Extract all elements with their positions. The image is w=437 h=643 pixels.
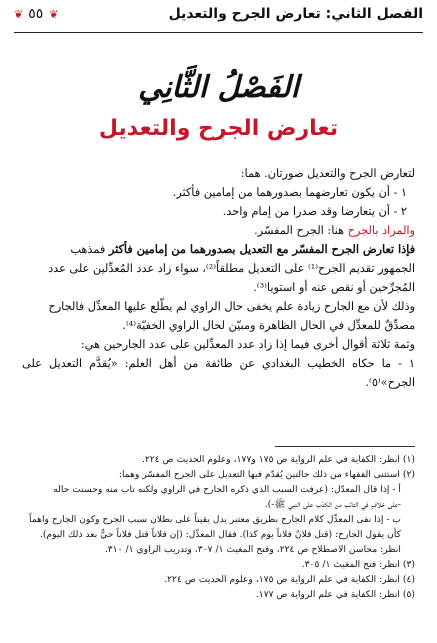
highlight-term: والمراد بالجرح xyxy=(347,224,415,237)
paragraph: الجمهور تقديم الجرح⁽¹⁾ على التعديل مطلقاً⁽²⁾، سواء زاد عدد المُعدِّلين على عدد xyxy=(48,262,415,275)
footnote-line: انظر: محاسن الاصطلاح ص ٢٢٤، وفتح المغيث ١/ ٣٠٧، وتدريب الراوي ١/ ٣١٠. xyxy=(104,544,401,555)
running-header xyxy=(14,6,423,26)
paragraph-text: فمذهب xyxy=(70,243,109,256)
chapter-label-text: الفَصْلُ الثَّانِي xyxy=(138,70,299,105)
paragraph: مصدِّقٌ للمعدِّل في الحال الظاهرة ومبيّن لحال الراوي الخفيّة⁽⁴⁾. xyxy=(122,319,415,332)
bold-text: فإذا تعارض الجرح المفسّر مع التعديل بصدورهما من إمامين فأكثر xyxy=(108,242,415,256)
footnote-line: كأن يقول الجارح: (قتل فلانٌ فلاناً يوم كذا). فقال المعدِّل: (إن فلاناً قتل فلاناً حيٌّ بعد ذلك اليوم). xyxy=(39,529,401,540)
running-chapter-title: الفصل الثاني: تعارض الجرح والتعديل xyxy=(168,6,423,22)
list-item: ٢ - أن يتعارضا وقد صدرا من إمام واحد. xyxy=(222,205,407,218)
ornament-icon: ❦ xyxy=(14,7,23,21)
paragraph: وذلك لأن مع الجارح زيادة علم يخفى حال الراوي لم يطّلع عليها المعدِّل فالجارح xyxy=(48,300,415,313)
footnote-line: أ - إذا قال المعدّل: (عرفت السبب الذي ذكره الجارح في الراوي ولكنه تاب منه وحسنت حاله xyxy=(53,484,401,495)
paragraph: المُجرِّحين أو نقص عنه أو استويا⁽³⁾. xyxy=(253,281,415,294)
footnote: (٣) انظر: فتح المغيث ١/ ٣٠٥. xyxy=(301,559,415,570)
section-title: تعارض الجرح والتعديل xyxy=(98,116,339,141)
paragraph-text: هنا: الجرح المفسّر. xyxy=(254,224,348,237)
page-number-box xyxy=(14,6,57,22)
footnote-line: -على خلافٍ في التائب من الكذب على النبي ﷺ-). xyxy=(264,499,401,510)
footnote-line: ب - إذا نفى المعدِّل كلام الجارح بطريق معتبر يدل يقيناً على بطلان سبب الجرح وكون الجارح واهماً xyxy=(29,514,401,525)
footnote: (١) انظر: الكفاية في علم الرواية ص ١٧٥ و١٧٧، وعلوم الحديث ص ٢٢٤. xyxy=(142,454,415,465)
page-number: ٥٥ xyxy=(28,6,44,22)
body-text xyxy=(22,164,415,392)
list-item: ١ - ما حكاه الخطيب البغدادي عن طائفة من أهل العلم: «يُقدَّم التعديل على الجرح»⁽٥⁾. xyxy=(22,357,415,389)
chapter-label xyxy=(0,70,437,105)
paragraph xyxy=(22,221,415,240)
list-item: ١ - أن يكون تعارضهما بصدورهما من إمامين فأكثر. xyxy=(172,186,407,199)
ornament-icon: ❦ xyxy=(49,7,58,21)
footnote: (٢) استثنى الفقهاء من ذلك حالتين يُقدّم فيها التعديل على الجرح المفسّر وهما: xyxy=(118,469,415,480)
paragraph: وثمة ثلاثة أقوال أخرى فيما إذا زاد عدد المعدِّلين على عدد الجارحين هي: xyxy=(80,338,415,351)
footnote: (٥) انظر: الكفاية في علم الرواية ص ١٧٧. xyxy=(255,589,415,600)
paragraph xyxy=(22,240,415,259)
footnotes xyxy=(22,452,415,602)
footnote-divider xyxy=(275,446,415,447)
paragraph: لتعارض الجرح والتعديل صورتان. هما: xyxy=(240,167,415,180)
header-divider xyxy=(14,32,423,33)
footnote: (٤) انظر: الكفاية في علم الرواية ص ١٧٥، وعلوم الحديث ص ٢٢٤. xyxy=(164,574,415,585)
